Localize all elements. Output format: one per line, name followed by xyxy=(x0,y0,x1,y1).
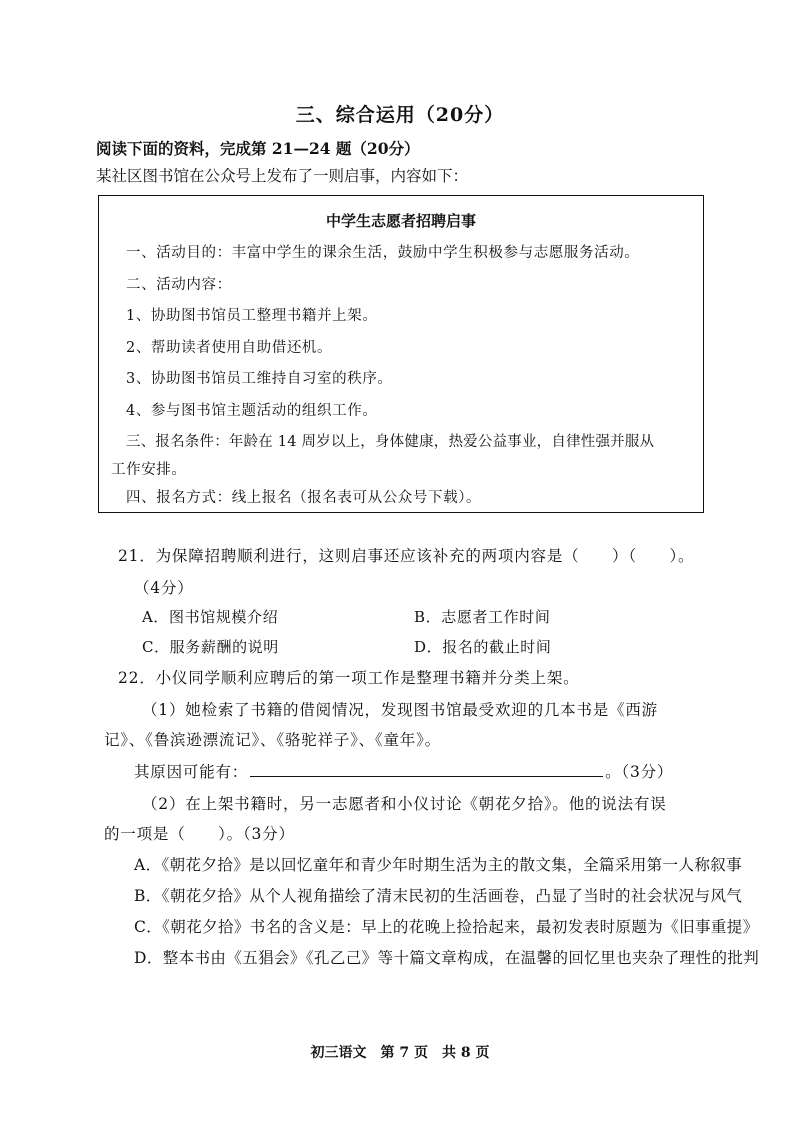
q22-reason-prefix: 其原因可能有： xyxy=(134,763,249,781)
reading-instruction: 阅读下面的资料，完成第 21—24 题（20分） xyxy=(96,139,420,158)
q22-option-d: D．整本书由《五猖会》《孔乙己》等十篇文章构成，在温馨的回忆里也夹杂了理性的批判 xyxy=(134,949,760,967)
notice-box xyxy=(98,195,704,513)
q21-points: （4分） xyxy=(134,579,194,597)
q22-reason-suffix: 。（3分） xyxy=(605,763,674,781)
q22-reason-line xyxy=(134,760,673,782)
notice-method: 四、报名方式：线上报名（报名表可从公众号下载）。 xyxy=(126,490,482,506)
q22-option-c: C．《朝花夕拾》书名的含义是：早上的花晚上捡拾起来，最初发表时原题为《旧事重提》 xyxy=(134,918,759,936)
notice-content-item: 4、参与图书馆主题活动的组织工作。 xyxy=(126,403,378,419)
notice-content-item: 3、协助图书馆员工维持自习室的秩序。 xyxy=(126,371,393,387)
q22-option-a: A．《朝花夕拾》是以回忆童年和青少年时期生活为主的散文集，全篇采用第一人称叙事 xyxy=(134,856,743,874)
section-title: 三、综合运用（20分） xyxy=(295,104,505,126)
notice-content-item: 1、协助图书馆员工整理书籍并上架。 xyxy=(126,308,378,324)
q22-stem: 22．小仪同学顺利应聘后的第一项工作是整理书籍并分类上架。 xyxy=(118,669,580,687)
q21-option-d: D．报名的截止时间 xyxy=(414,638,552,656)
page-footer: 初三语文 第 7 页 共 8 页 xyxy=(310,1045,490,1061)
q22-part2-line1: （2）在上架书籍时，另一志愿者和小仪讨论《朝花夕拾》。他的说法有误 xyxy=(142,795,667,813)
notice-conditions-cont: 工作安排。 xyxy=(111,462,187,478)
notice-conditions: 三、报名条件：年龄在 14 周岁以上，身体健康，热爱公益事业，自律性强并服从 xyxy=(126,434,655,450)
notice-content-item: 2、帮助读者使用自助借还机。 xyxy=(126,340,333,356)
q21-stem: 21．为保障招聘顺利进行，这则启事还应该补充的两项内容是（ ）（ ）。 xyxy=(118,547,695,565)
q21-option-c: C．服务薪酬的说明 xyxy=(142,638,279,656)
q22-part1-line2: 记》、《鲁滨逊漂流记》、《骆驼祥子》、《童年》。 xyxy=(104,731,441,749)
q22-part2-line2: 的一项是（ ）。（3分） xyxy=(104,825,295,843)
notice-purpose: 一、活动目的：丰富中学生的课余生活，鼓励中学生积极参与志愿服务活动。 xyxy=(126,245,640,261)
q22-part1-line1: （1）她检索了书籍的借阅情况，发现图书馆最受欢迎的几本书是《西游 xyxy=(142,701,658,719)
reading-context: 某社区图书馆在公众号上发布了一则启事，内容如下： xyxy=(96,167,469,185)
q21-option-a: A．图书馆规模介绍 xyxy=(142,608,279,626)
notice-title: 中学生志愿者招聘启事 xyxy=(325,212,476,230)
q22-option-b: B．《朝花夕拾》从个人视角描绘了清末民初的生活画卷，凸显了当时的社会状况与风气 xyxy=(134,887,743,905)
answer-blank[interactable] xyxy=(250,762,603,777)
notice-content-heading: 二、活动内容： xyxy=(126,277,232,293)
q21-option-b: B．志愿者工作时间 xyxy=(414,608,551,626)
